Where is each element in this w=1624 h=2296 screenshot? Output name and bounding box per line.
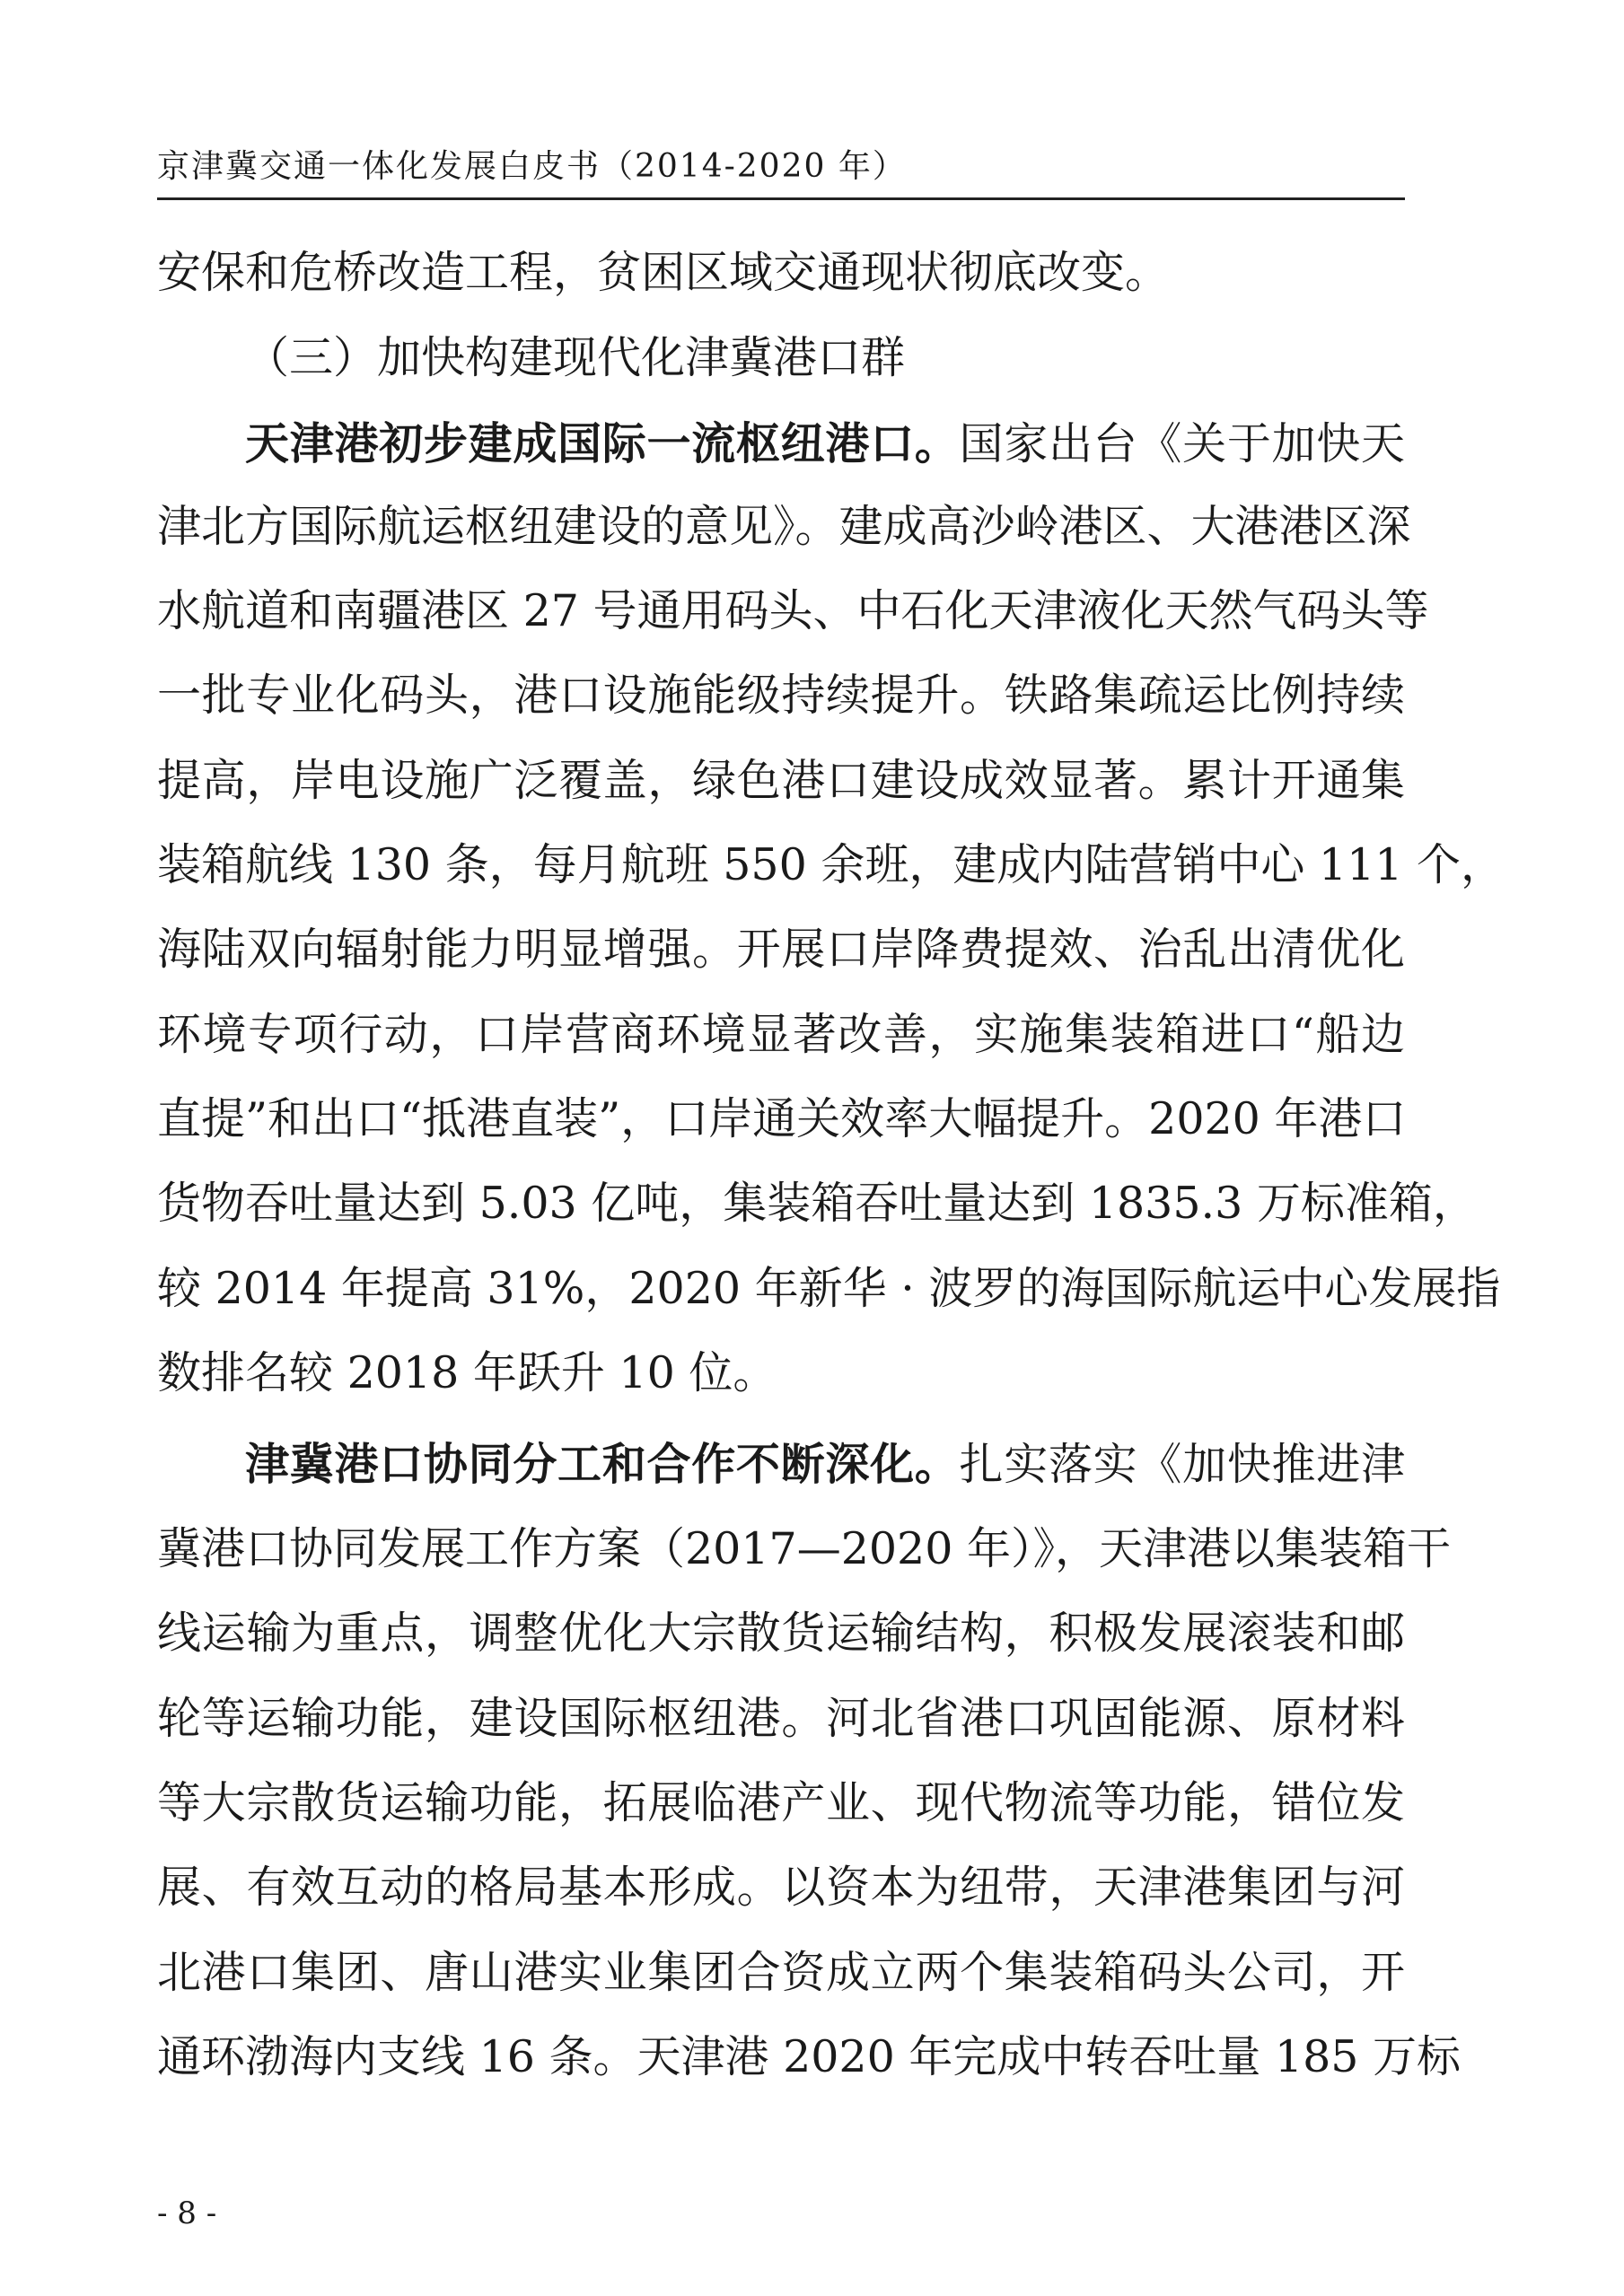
paragraph-first-line-text: 扎实落实《加快推进津 (959, 1439, 1405, 1490)
body-line: 安保和危桥改造工程，贫困区域交通现状彻底改变。 (157, 247, 1170, 298)
paragraph-first-line-text: 国家出台《关于加快天 (959, 418, 1405, 469)
body-line: 冀港口协同发展工作方案（2017—2020 年）》，天津港以集装箱干 (157, 1523, 1451, 1574)
body-line: 津北方国际航运枢纽建设的意见》。建成高沙岭港区、大港港区深 (157, 501, 1411, 552)
paragraph-first-line (245, 1435, 1405, 1493)
body-line: 数排名较 2018 年跃升 10 位。 (157, 1347, 777, 1398)
header-rule (157, 197, 1405, 200)
body-line: 海陆双向辐射能力明显增强。开展口岸降费提效、治乱出清优化 (157, 924, 1405, 975)
body-line: 轮等运输功能，建设国际枢纽港。河北省港口巩固能源、原材料 (157, 1693, 1405, 1744)
body-line: 展、有效互动的格局基本形成。以资本为纽带，天津港集团与河 (157, 1862, 1405, 1913)
paragraph-lead-bold: 天津港初步建成国际一流枢纽港口。 (245, 417, 960, 469)
body-line: 较 2014 年提高 31%，2020 年新华 · 波罗的海国际航运中心发展指 (157, 1263, 1501, 1314)
running-header: 京津冀交通一体化发展白皮书（2014-2020 年） (157, 148, 907, 185)
body-line: 北港口集团、唐山港实业集团合资成立两个集装箱码头公司，开 (157, 1947, 1405, 1998)
body-line: 环境专项行动，口岸营商环境显著改善，实施集装箱进口“船边 (157, 1009, 1405, 1060)
page-number: - 8 - (157, 2195, 217, 2231)
body-line: 直提”和出口“抵港直装”，口岸通关效率大幅提升。2020 年港口 (157, 1093, 1407, 1144)
body-line: 一批专业化码头，港口设施能级持续提升。铁路集疏运比例持续 (157, 670, 1405, 721)
paragraph-first-line (245, 415, 1405, 472)
body-line: 装箱航线 130 条，每月航班 550 余班，建成内陆营销中心 111 个， (157, 839, 1505, 890)
section-subheading: （三）加快构建现代化津冀港口群 (245, 332, 906, 383)
body-line: 货物吞吐量达到 5.03 亿吨，集装箱吞吐量达到 1835.3 万标准箱， (157, 1178, 1477, 1229)
body-line: 水航道和南疆港区 27 号通用码头、中石化天津液化天然气码头等 (157, 585, 1429, 636)
paragraph-lead-bold: 津冀港口协同分工和合作不断深化。 (245, 1438, 960, 1490)
body-line: 通环渤海内支线 16 条。天津港 2020 年完成中转吞吐量 185 万标 (157, 2031, 1462, 2082)
body-line: 提高，岸电设施广泛覆盖，绿色港口建设成效显著。累计开通集 (157, 755, 1405, 806)
body-line: 等大宗散货运输功能，拓展临港产业、现代物流等功能，错位发 (157, 1777, 1405, 1828)
body-line: 线运输为重点，调整优化大宗散货运输结构，积极发展滚装和邮 (157, 1608, 1405, 1659)
